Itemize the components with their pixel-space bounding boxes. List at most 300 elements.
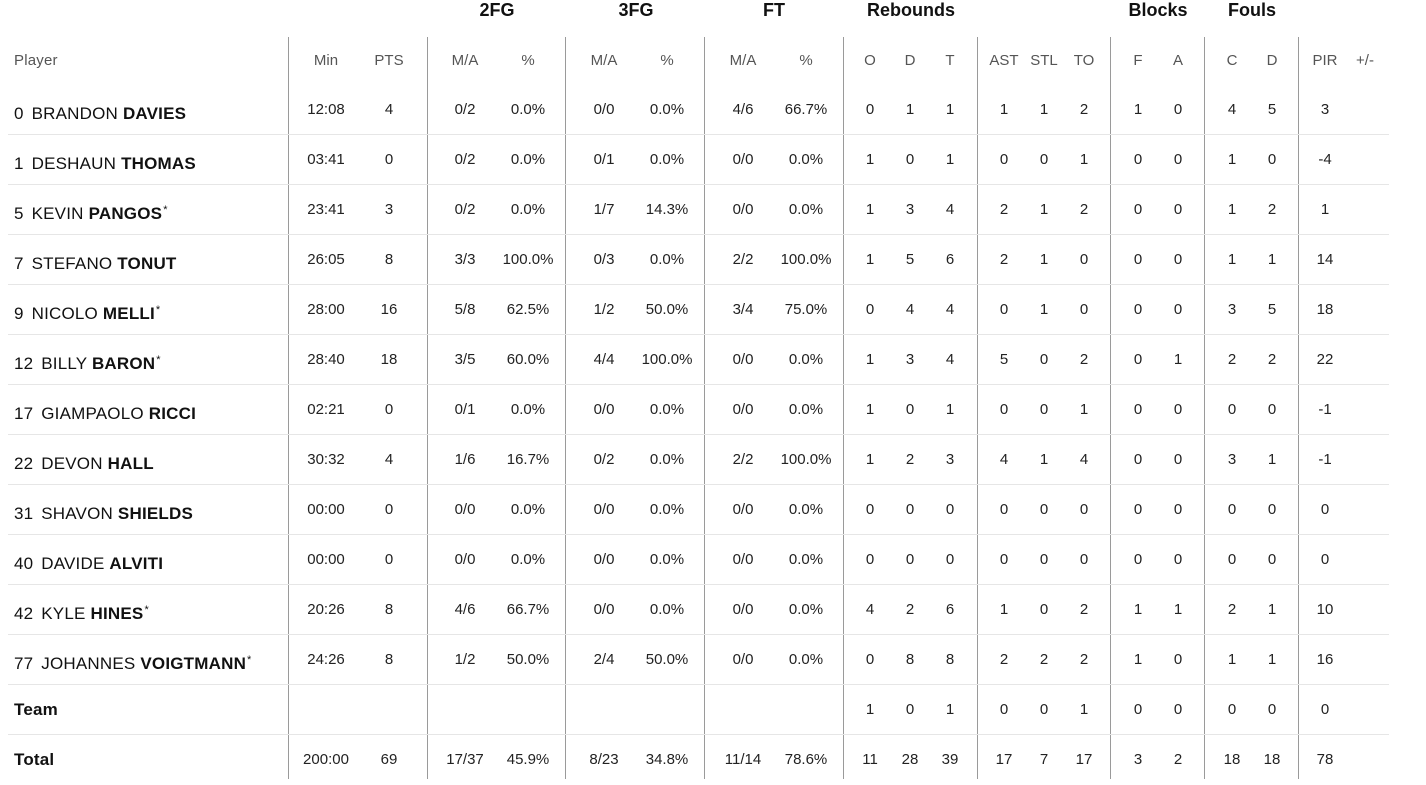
stat-d: 0 [905,401,915,418]
stat-t: 39 [941,751,959,768]
stat-ft-ma: 2/2 [732,451,754,468]
stat-pir: 1 [1320,201,1330,218]
player-first-name: DESHAUN [31,154,117,173]
stat-ft-ma: 3/4 [732,301,754,318]
stat-t: 4 [945,201,955,218]
stat-t: 1 [945,701,955,718]
team-label: Team [14,700,58,719]
column-header-3fg-pct[interactable]: % [660,52,674,69]
stat-d: 0 [905,551,915,568]
stat-fg2-pct: 0.0% [510,401,546,418]
stat-bf: 0 [1133,201,1143,218]
stat-fc: 4 [1227,101,1237,118]
table-row [0,435,1426,485]
stat-ft-pct: 0.0% [788,201,824,218]
player-number: 40 [14,554,34,573]
stat-ast: 0 [999,701,1009,718]
stat-ft-ma: 2/2 [732,251,754,268]
stat-ft-pct: 100.0% [780,251,832,268]
column-header-2fg-ma[interactable]: M/A [451,52,479,69]
player-name-link[interactable] [14,135,197,185]
stat-bf: 0 [1133,451,1143,468]
player-first-name: BRANDON [31,104,119,123]
stat-ba: 0 [1173,401,1183,418]
stat-fd: 1 [1267,601,1277,618]
column-header-ft-ma[interactable]: M/A [729,52,757,69]
column-header-blk-f[interactable]: F [1133,52,1143,69]
stat-fc: 0 [1227,551,1237,568]
starter-marker: * [163,204,168,216]
player-last-name: ALVITI [109,554,164,573]
player-name-link[interactable] [14,335,161,385]
stat-pir: 16 [1316,651,1334,668]
stat-fd: 2 [1267,351,1277,368]
stat-min: 30:32 [307,451,345,468]
stat-fg3-pct: 0.0% [649,151,685,168]
stat-pts: 69 [380,751,398,768]
stat-pir: -4 [1318,151,1332,168]
column-header-foul-d[interactable]: D [1266,52,1278,69]
stat-ft-ma: 0/0 [732,601,754,618]
stat-to: 2 [1079,651,1089,668]
stat-to: 2 [1079,201,1089,218]
column-header-stl[interactable]: STL [1030,52,1058,69]
player-name-link[interactable] [14,585,149,635]
stat-min: 26:05 [307,251,345,268]
column-header-foul-c[interactable]: C [1226,52,1238,69]
stat-fg3-pct: 0.0% [649,101,685,118]
stat-fg3-ma: 0/0 [593,601,615,618]
stat-fg2-ma: 3/5 [454,351,476,368]
player-number: 0 [14,104,24,123]
player-last-name: HINES [90,604,144,623]
player-number: 22 [14,454,34,473]
stat-fg3-ma: 2/4 [593,651,615,668]
stat-to: 4 [1079,451,1089,468]
stat-min: 24:26 [307,651,345,668]
stat-fc: 1 [1227,651,1237,668]
stat-fc: 18 [1223,751,1241,768]
stat-pts: 0 [384,551,394,568]
column-header-ft-pct[interactable]: % [799,52,813,69]
starter-marker: * [247,654,252,666]
stat-to: 0 [1079,551,1089,568]
stat-pts: 16 [380,301,398,318]
stat-stl: 0 [1039,401,1049,418]
stat-fc: 3 [1227,451,1237,468]
stat-o: 1 [865,251,875,268]
group-header-3fg: 3FG [618,0,654,20]
stat-ft-pct: 0.0% [788,501,824,518]
column-header-pts[interactable]: PTS [374,52,404,69]
stat-ft-pct: 100.0% [780,451,832,468]
stat-fg3-pct: 100.0% [641,351,693,368]
stat-ast: 4 [999,451,1009,468]
stat-o: 0 [865,551,875,568]
player-name-link[interactable] [14,435,155,485]
stat-pir: 78 [1316,751,1334,768]
stat-o: 4 [865,601,875,618]
stat-ft-ma: 0/0 [732,151,754,168]
stat-t: 0 [945,501,955,518]
stat-bf: 0 [1133,151,1143,168]
player-last-name: VOIGTMANN [140,654,247,673]
stat-fg3-ma: 0/2 [593,451,615,468]
stat-fg3-ma: 0/3 [593,251,615,268]
stat-bf: 1 [1133,101,1143,118]
stat-t: 3 [945,451,955,468]
stat-ast: 0 [999,151,1009,168]
stat-pir: -1 [1318,451,1332,468]
table-row [0,335,1426,385]
player-first-name: NICOLO [31,304,98,323]
stat-bf: 0 [1133,251,1143,268]
stat-fg2-ma: 3/3 [454,251,476,268]
group-header-2fg: 2FG [479,0,515,20]
stat-fd: 1 [1267,251,1277,268]
stat-fg3-pct: 0.0% [649,551,685,568]
column-header-reb-d[interactable]: D [904,52,916,69]
stat-pir: 18 [1316,301,1334,318]
team-row [0,685,1426,735]
column-header-2fg-pct[interactable]: % [521,52,535,69]
stat-t: 6 [945,251,955,268]
stat-d: 1 [905,101,915,118]
stat-o: 0 [865,501,875,518]
starter-marker: * [155,304,161,316]
stat-to: 1 [1079,401,1089,418]
stat-min: 28:40 [307,351,345,368]
stat-stl: 7 [1039,751,1049,768]
player-last-name: PANGOS [88,204,163,223]
column-header-reb-t[interactable]: T [945,52,955,69]
stat-ft-ma: 0/0 [732,501,754,518]
stat-ba: 0 [1173,701,1183,718]
stat-ba: 0 [1173,301,1183,318]
stat-min: 02:21 [307,401,345,418]
stat-bf: 0 [1133,701,1143,718]
stat-fd: 0 [1267,401,1277,418]
stat-ft-pct: 0.0% [788,151,824,168]
stat-fg2-pct: 100.0% [502,251,554,268]
stat-stl: 1 [1039,101,1049,118]
stat-ba: 0 [1173,551,1183,568]
stat-ft-pct: 0.0% [788,651,824,668]
stat-ba: 1 [1173,601,1183,618]
stat-fc: 0 [1227,401,1237,418]
stat-d: 8 [905,651,915,668]
stat-fg3-ma: 4/4 [593,351,615,368]
stat-pir: 0 [1320,701,1330,718]
column-header-to[interactable]: TO [1073,52,1095,69]
stat-fd: 0 [1267,151,1277,168]
stat-stl: 0 [1039,601,1049,618]
stat-fg2-pct: 0.0% [510,151,546,168]
stat-stl: 0 [1039,151,1049,168]
stat-min: 28:00 [307,301,345,318]
stat-to: 2 [1079,351,1089,368]
stat-pts: 0 [384,501,394,518]
stat-fg2-ma: 0/1 [454,401,476,418]
stat-fg3-ma: 0/1 [593,151,615,168]
stat-fg3-ma: 1/2 [593,301,615,318]
stat-to: 0 [1079,501,1089,518]
player-name-link[interactable] [14,235,178,285]
stat-to: 1 [1079,151,1089,168]
stat-fc: 2 [1227,601,1237,618]
stat-o: 1 [865,401,875,418]
stat-fg2-pct: 0.0% [510,551,546,568]
stat-bf: 3 [1133,751,1143,768]
player-number: 7 [14,254,24,273]
stat-ft-ma: 11/14 [724,751,762,768]
stat-ast: 2 [999,651,1009,668]
player-last-name: DAVIES [122,104,187,123]
stat-fc: 0 [1227,501,1237,518]
stat-stl: 0 [1039,551,1049,568]
stat-ft-ma: 0/0 [732,651,754,668]
player-first-name: GIAMPAOLO [41,404,144,423]
stat-t: 4 [945,351,955,368]
stat-min: 20:26 [307,601,345,618]
stat-stl: 0 [1039,351,1049,368]
stat-d: 0 [905,151,915,168]
stat-o: 1 [865,201,875,218]
stat-ft-ma: 4/6 [732,101,754,118]
stat-fg2-ma: 0/2 [454,201,476,218]
stat-fc: 1 [1227,201,1237,218]
stat-bf: 1 [1133,651,1143,668]
stat-fd: 2 [1267,201,1277,218]
column-header-player[interactable]: Player [14,52,58,69]
stat-d: 4 [905,301,915,318]
stat-fg3-pct: 34.8% [645,751,689,768]
stat-fg2-pct: 0.0% [510,101,546,118]
stat-ft-pct: 78.6% [784,751,828,768]
stat-ba: 0 [1173,451,1183,468]
column-header-min[interactable]: Min [313,52,339,69]
stat-bf: 0 [1133,501,1143,518]
stat-o: 1 [865,701,875,718]
stat-fg2-pct: 0.0% [510,201,546,218]
stat-fd: 18 [1263,751,1281,768]
column-header-ast[interactable]: AST [989,52,1019,69]
stat-fc: 1 [1227,251,1237,268]
player-first-name: SHAVON [41,504,113,523]
table-row [0,185,1426,235]
player-number: 31 [14,504,34,523]
player-first-name: DAVIDE [41,554,105,573]
stat-fg2-ma: 5/8 [454,301,476,318]
table-row [0,635,1426,685]
stat-ba: 0 [1173,101,1183,118]
stat-fg3-pct: 14.3% [645,201,689,218]
player-name-link[interactable] [14,285,160,335]
stat-fd: 1 [1267,651,1277,668]
stat-bf: 1 [1133,601,1143,618]
player-last-name: THOMAS [121,154,196,173]
stat-ft-ma: 0/0 [732,201,754,218]
stat-ba: 0 [1173,501,1183,518]
player-name-link[interactable] [14,635,252,685]
player-name-link[interactable] [14,85,187,135]
stat-pir: 10 [1316,601,1334,618]
stat-ast: 1 [999,101,1009,118]
stat-ft-pct: 0.0% [788,551,824,568]
stat-to: 1 [1079,701,1089,718]
stat-d: 3 [905,351,915,368]
stat-ast: 2 [999,251,1009,268]
stat-ft-pct: 0.0% [788,601,824,618]
stat-ft-pct: 66.7% [784,101,828,118]
player-name-link[interactable] [14,385,197,435]
stat-stl: 1 [1039,451,1049,468]
stat-ast: 2 [999,201,1009,218]
player-last-name: MELLI [102,304,155,323]
stat-stl: 1 [1039,301,1049,318]
player-name-link[interactable] [14,535,164,585]
stat-d: 2 [905,451,915,468]
column-header-blk-a[interactable]: A [1172,52,1184,69]
stat-o: 0 [865,651,875,668]
stat-d: 28 [901,751,919,768]
stat-fd: 0 [1267,501,1277,518]
stat-pts: 4 [384,451,394,468]
stat-fg3-ma: 0/0 [593,501,615,518]
table-row [0,385,1426,435]
stat-fg3-ma: 8/23 [589,751,619,768]
stat-fg2-ma: 0/2 [454,151,476,168]
stat-to: 17 [1075,751,1093,768]
stat-fg2-pct: 45.9% [506,751,550,768]
stat-fg2-pct: 16.7% [506,451,550,468]
table-row [0,585,1426,635]
player-number: 42 [14,604,34,623]
player-last-name: BARON [91,354,156,373]
player-first-name: DEVON [41,454,103,473]
player-name-link[interactable] [14,185,168,235]
stat-pir: 3 [1320,101,1330,118]
stat-ft-ma: 0/0 [732,551,754,568]
stat-bf: 0 [1133,301,1143,318]
stat-stl: 1 [1039,251,1049,268]
stat-t: 1 [945,151,955,168]
stat-min: 00:00 [307,551,345,568]
stat-d: 3 [905,201,915,218]
column-header-3fg-ma[interactable]: M/A [590,52,618,69]
group-header-rebounds: Rebounds [867,0,955,20]
stat-stl: 0 [1039,701,1049,718]
player-last-name: TONUT [117,254,177,273]
stat-fd: 1 [1267,451,1277,468]
player-number: 12 [14,354,34,373]
player-number: 1 [14,154,24,173]
stat-ast: 0 [999,401,1009,418]
group-header-fouls: Fouls [1228,0,1276,20]
stat-o: 1 [865,451,875,468]
player-number: 9 [14,304,24,323]
stat-stl: 1 [1039,201,1049,218]
table-row [0,485,1426,535]
stat-ast: 5 [999,351,1009,368]
stat-to: 2 [1079,101,1089,118]
column-header-reb-o[interactable]: O [864,52,876,69]
stat-fg2-pct: 66.7% [506,601,550,618]
table-row [0,235,1426,285]
stat-pir: 22 [1316,351,1334,368]
stat-pts: 8 [384,651,394,668]
table-row [0,285,1426,335]
player-first-name: KEVIN [31,204,84,223]
stat-bf: 0 [1133,401,1143,418]
stat-fg2-ma: 4/6 [454,601,476,618]
stat-fc: 3 [1227,301,1237,318]
stat-fg2-ma: 1/6 [454,451,476,468]
stat-d: 5 [905,251,915,268]
stat-fc: 1 [1227,151,1237,168]
column-header-plus-minus[interactable]: +/- [1356,52,1374,69]
stat-min: 200:00 [303,751,349,768]
player-number: 5 [14,204,24,223]
stat-ba: 0 [1173,151,1183,168]
player-first-name: STEFANO [31,254,113,273]
stat-fg2-pct: 62.5% [506,301,550,318]
stat-fg2-ma: 0/0 [454,501,476,518]
stat-ba: 0 [1173,251,1183,268]
stat-fg2-ma: 1/2 [454,651,476,668]
stat-t: 1 [945,101,955,118]
stat-pts: 8 [384,601,394,618]
stat-o: 11 [862,751,878,768]
stat-fg3-pct: 0.0% [649,401,685,418]
stat-ba: 0 [1173,201,1183,218]
stat-pts: 0 [384,401,394,418]
stat-pts: 8 [384,251,394,268]
stat-pir: 0 [1320,551,1330,568]
stat-ba: 0 [1173,651,1183,668]
stat-min: 03:41 [307,151,345,168]
stat-ft-pct: 0.0% [788,401,824,418]
stat-ft-ma: 0/0 [732,401,754,418]
stat-t: 4 [945,301,955,318]
starter-marker: * [156,354,161,366]
stat-pts: 0 [384,151,394,168]
stat-fg3-pct: 0.0% [649,601,685,618]
stat-fg2-ma: 17/37 [446,751,484,768]
stat-fg3-ma: 0/0 [593,401,615,418]
stat-fg3-pct: 50.0% [645,651,689,668]
stat-d: 2 [905,601,915,618]
stat-ft-pct: 0.0% [788,351,824,368]
player-name-link[interactable] [14,485,194,535]
starter-marker: * [144,604,149,616]
stat-fg2-ma: 0/0 [454,551,476,568]
stat-fg3-ma: 0/0 [593,551,615,568]
column-header-pir[interactable]: PIR [1312,52,1338,69]
stat-d: 0 [905,501,915,518]
stat-ast: 0 [999,551,1009,568]
stat-t: 1 [945,401,955,418]
stat-pts: 4 [384,101,394,118]
total-row [0,735,1426,785]
table-row [0,135,1426,185]
stat-fg3-pct: 0.0% [649,451,685,468]
stat-o: 0 [865,301,875,318]
stat-fd: 0 [1267,551,1277,568]
total-label: Total [14,750,55,769]
stat-o: 1 [865,151,875,168]
stat-fg3-ma: 1/7 [593,201,615,218]
